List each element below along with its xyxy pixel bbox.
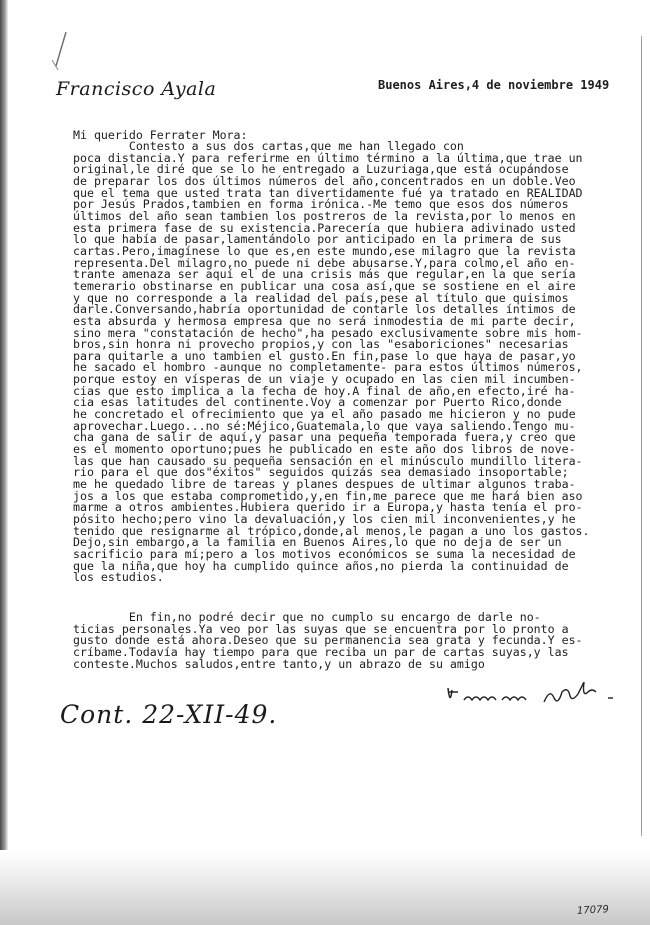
body-line: sino mera "constatación de hecho",ha pesado exclusivamente sobre mis hom- [73, 325, 583, 340]
body-line: que el tema que usted trata tan divertidamente fué ya tratado en REALIDAD [73, 185, 583, 200]
body-line: últimos del año sean tambien los postreros de la revista,por lo menos en [73, 208, 576, 223]
body-line: original,le diré que se lo he entregado a Luzuriaga,que está ocupándose [73, 162, 569, 177]
body-line: sacrificio para mí;pero a los motivos económicos se suma la necesidad de [73, 546, 576, 561]
body-line: bros,sin honra ni provecho propios,y con las "esaboriciones" necesarias [73, 337, 569, 352]
body-line: aprovechar.Luego...no sé:Méjico,Guatemala,lo que vaya saliendo.Tengo mu- [73, 418, 576, 433]
body-line: porque estoy en vísperas de un viaje y ocupado en las cien mil incumben- [73, 372, 576, 387]
body-line: me he quedado libre de tareas y planes despues de ultimar algunos traba- [73, 477, 576, 492]
archive-number: 17079 [576, 904, 610, 917]
body-line: esta primera fase de su existencia.Parecería que hubiera adivinado usted [73, 220, 576, 235]
closing-line: críbame.Todavía hay tiempo para que reciba un par de cartas suyas,y las [73, 644, 569, 659]
closing-line: ticias personales.Ya veo por las suyas que se encuentra por lo pronto a [73, 621, 569, 636]
body-line: jos a los que estaba comprometido,y,en fin,me parece que me hará bien aso [73, 488, 583, 503]
body-line: los estudios. [73, 570, 164, 585]
body-line: he concretado el ofrecimiento que ya el año pasado me hicieron y no pude [73, 407, 576, 422]
closing-line: gusto donde está ahora.Deseo que su permanencia sea grata y fecunda.Y es- [73, 633, 583, 648]
body-line: cia esas latitudes del continente.Voy a comenzar por Puerto Rico,donde [73, 395, 562, 410]
body-line: marme a otros ambientes.Hubiera querido ir a Europa,y hasta tenía el pro- [73, 500, 583, 515]
letter-body [73, 141, 633, 584]
scan-bottom-shadow [0, 850, 650, 925]
body-line: de preparar los dos últimos números del año,concentrados en un doble.Veo [73, 173, 576, 188]
body-line: esta absurda y hermosa empresa que no será inmodestia de mi parte decir, [73, 313, 576, 328]
body-line: es el momento oportuno;pues he publicado en este año dos libros de nove- [73, 442, 576, 457]
page-border-line [641, 36, 642, 836]
body-line: rio para el que dos"éxitos" seguidos quizás sea demasiado insoportable; [73, 465, 569, 480]
handwritten-signature [444, 682, 619, 712]
body-line: pósito hecho;pero vino la devaluación,y los cien mil inconvenientes,y he [73, 512, 576, 526]
scan-edge [0, 0, 8, 925]
dateline: Buenos Aires,4 de noviembre 1949 [378, 78, 610, 92]
closing-line: En fin,no podré decir que no cumplo su encargo de darle no- [73, 610, 541, 624]
salutation: Mi querido Ferrater Mora: [73, 128, 248, 142]
letterhead-name: Francisco Ayala [56, 78, 217, 100]
body-line: para quitarle a uno tambien el gusto.En fin,pase lo que haya de pasar,yo [73, 348, 576, 363]
body-line: por Jesús Prados,tambien en forma irónica.-Me temo que esos dos números [73, 197, 569, 212]
body-line: Contesto a sus dos cartas,que me han llegado con [73, 139, 464, 153]
body-line: cha gana de salir de aquí,y pasar una pequeña temporada fuera,y creo que [73, 430, 576, 445]
corner-pencil-mark [44, 30, 70, 72]
body-line: darle.Conversando,habría oportunidad de contarle los detalles íntimos de [73, 302, 576, 317]
letter-closing [73, 612, 633, 670]
body-line: las que han causado su pequeña sensación en el minúsculo mundillo litera- [73, 453, 583, 468]
body-line: he sacado el hombro -aunque no completamente- para estos últimos números, [73, 360, 583, 375]
body-line: cartas.Pero,imagínese lo que es,en este mundo,ese milagro que la revista [73, 243, 576, 258]
body-line: poca distancia.Y para referirme en último término a la última,que trae un [73, 150, 583, 165]
body-line: cias que esto implica a la fecha de hoy.A final de año,en efecto,iré ha- [73, 383, 576, 398]
closing-line: conteste.Muchos saludos,entre tanto,y un abrazo de su amigo [73, 656, 485, 671]
body-line: tenido que resignarme al trópico,donde,al menos,le pagan a uno los gastos. [73, 523, 590, 538]
body-line: representa.Del milagro,no puede ni debe abusarse.Y,para colmo,el año en- [73, 255, 576, 270]
body-line: y que no corresponde a la realidad del país,pese al título que quisimos [73, 290, 569, 305]
body-line: trante amenaza ser aquí el de una crisis más que regular,en la que sería [73, 267, 576, 282]
handwritten-annotation: Cont. 22-XII-49. [60, 700, 278, 729]
body-line: temerario obstinarse en publicar una cosa así,que se sostiene en el aire [73, 278, 576, 293]
body-line: Dejo,sin embargo,a la familia en Buenos Aires,lo que no deja de ser un [73, 535, 562, 550]
body-line: que la niña,que hoy ha cumplido quince años,no pierda la continuidad de [73, 558, 569, 573]
body-line: lo que había de pasar,lamentándolo por anticipado en la primera de sus [73, 232, 562, 247]
